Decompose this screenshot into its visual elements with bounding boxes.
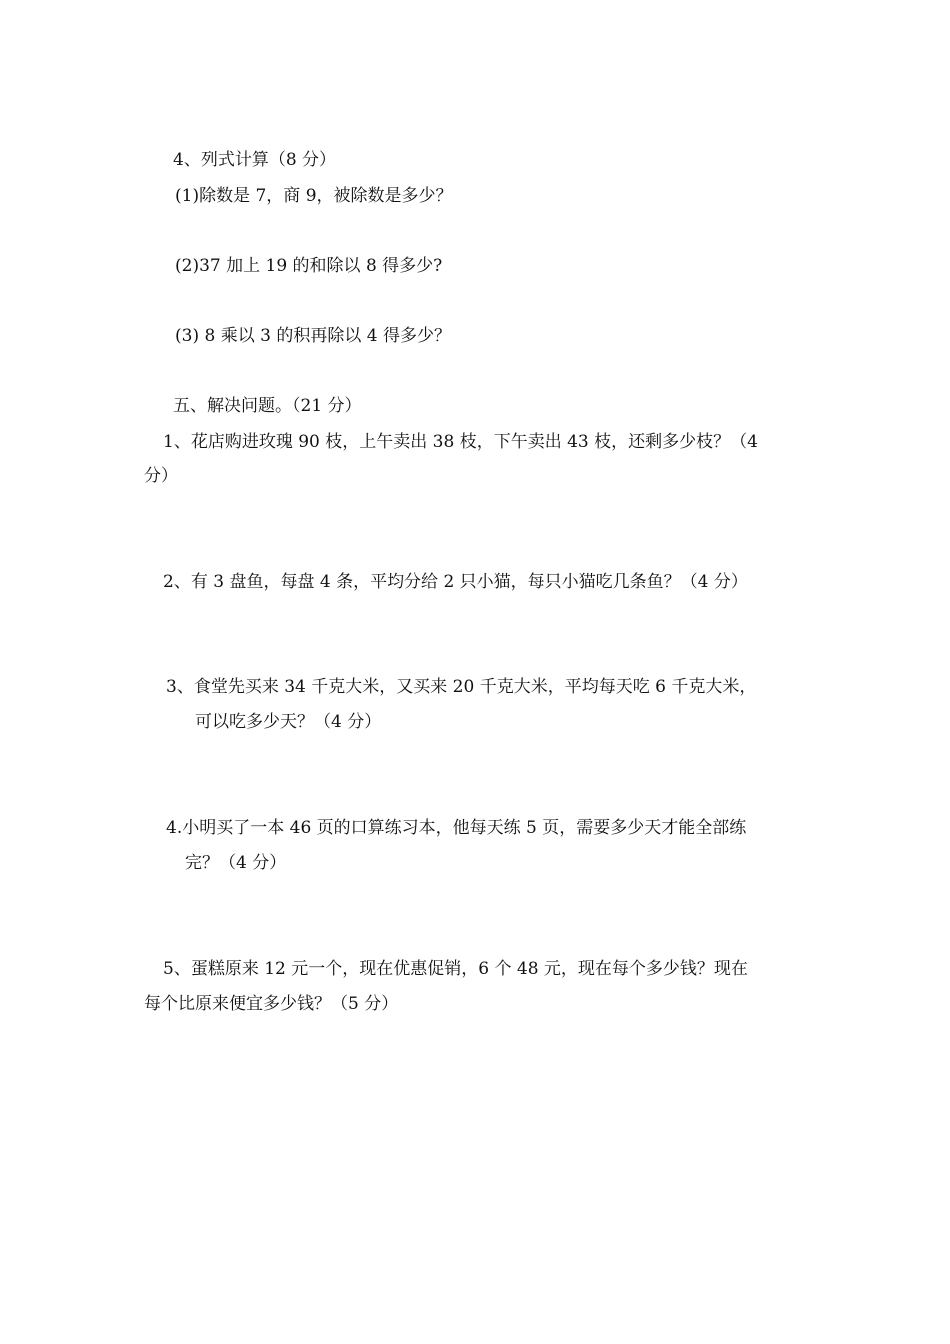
section4-question-2: (2)37 加上 19 的和除以 8 得多少? <box>175 256 443 276</box>
problem-1-line-2: 分） <box>144 466 178 486</box>
section5-heading: 五、解决问题。（21 分） <box>173 396 362 416</box>
problem-3-line-1: 3、食堂先买来 34 千克大米，又买来 20 千克大米，平均每天吃 6 千克大米， <box>166 677 757 697</box>
section4-question-1: (1)除数是 7，商 9，被除数是多少？ <box>175 186 453 206</box>
problem-3-line-2: 可以吃多少天？（4 分） <box>195 712 382 732</box>
section4-question-3: (3) 8 乘以 3 的积再除以 4 得多少？ <box>175 326 451 346</box>
problem-2-line-1: 2、有 3 盘鱼，每盘 4 条，平均分给 2 只小猫，每只小猫吃几条鱼？（4 分） <box>163 572 748 592</box>
problem-1-line-1: 1、花店购进玫瑰 90 枝，上午卖出 38 枝，下午卖出 43 枝，还剩多少枝？（4 <box>163 432 758 452</box>
problem-5-line-2: 每个比原来便宜多少钱？（5 分） <box>144 994 399 1014</box>
problem-5-line-1: 5、蛋糕原来 12 元一个，现在优惠促销，6 个 48 元，现在每个多少钱？现在 <box>163 959 748 979</box>
problem-4-line-2: 完？（4 分） <box>185 853 287 873</box>
problem-4-line-1: 4.小明买了一本 46 页的口算练习本，他每天练 5 页，需要多少天才能全部练 <box>166 818 747 838</box>
section4-heading: 4、列式计算（8 分） <box>173 150 337 170</box>
